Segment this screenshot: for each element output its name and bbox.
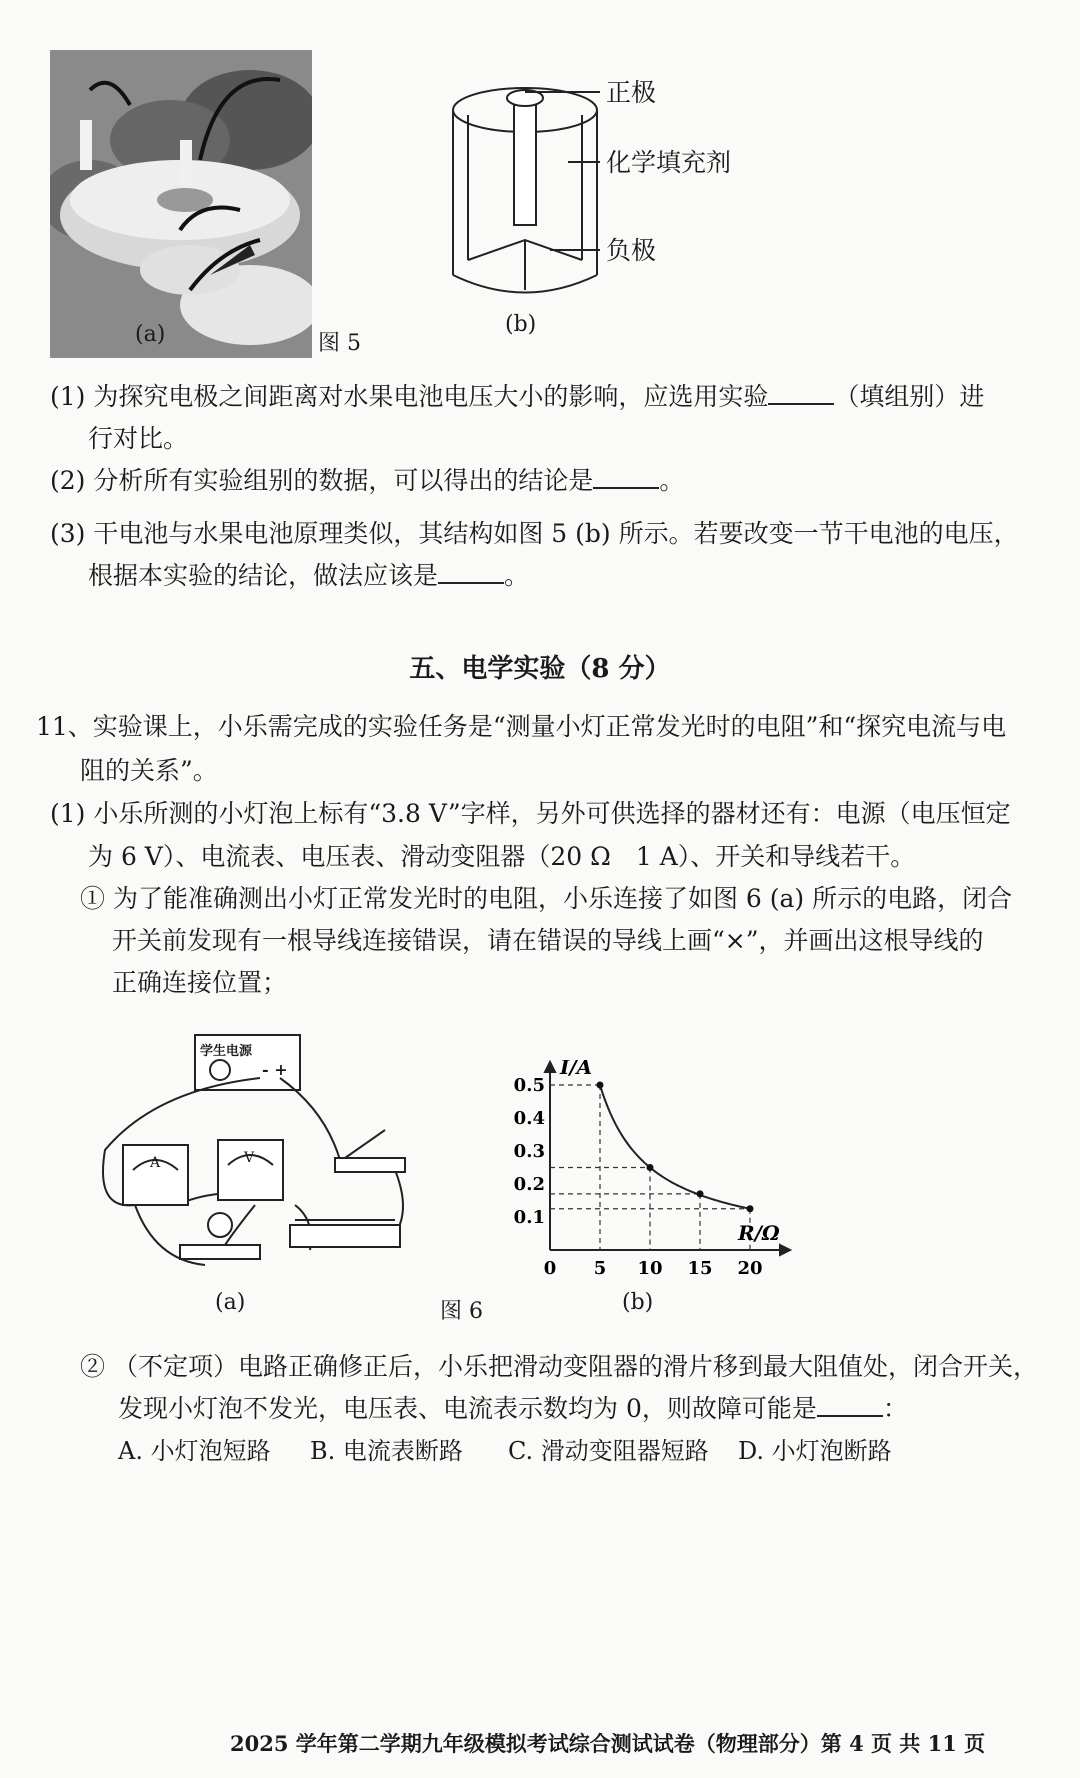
page-footer: 2025 学年第二学期九年级模拟考试综合测试试卷（物理部分）第 4 页 共 11 页 (230, 1731, 986, 1756)
chart-xtick-label: 10 (637, 1258, 663, 1279)
circuit-diagram (95, 1030, 425, 1280)
chart-point (697, 1190, 704, 1197)
question-2 (50, 462, 684, 500)
option-b[interactable]: B. 电流表断路 (310, 1437, 463, 1465)
option-c[interactable]: C. 滑动变阻器短路 (508, 1437, 709, 1465)
chart-ylabel: I/A (560, 1060, 593, 1079)
fig6-caption-b: (b) (622, 1290, 654, 1315)
q11-sub2-line1: ② （不定项）电路正确修正后，小乐把滑动变阻器的滑片移到最大阻值处，闭合开关， (80, 1352, 1038, 1381)
fig5-caption-b: (b) (505, 312, 537, 337)
voltmeter-symbol: V (244, 1150, 255, 1166)
question-3-line2 (88, 557, 529, 595)
option-a[interactable]: A. 小灯泡短路 (118, 1437, 271, 1465)
chart-xtick-label: 20 (737, 1258, 763, 1279)
chart-point (747, 1205, 754, 1212)
chart-ytick-label: 0.4 (513, 1108, 545, 1129)
question-3-text: 根据本实验的结论，做法应该是 (88, 561, 439, 590)
fig6-title: 图 6 (440, 1299, 483, 1324)
current-resistance-chart (510, 1060, 810, 1290)
chart-point (647, 1164, 654, 1171)
question-1 (50, 378, 984, 416)
question-3-end: 。 (504, 561, 530, 590)
q11-part1-line2: 为 6 V）、电流表、电压表、滑动变阻器（20 Ω 1 A）、开关和导线若干。 (88, 842, 916, 871)
chart-ytick-label: 0.3 (513, 1141, 545, 1162)
q11-line2: 阻的关系”。 (80, 756, 218, 785)
chart-xtick-label: 15 (687, 1258, 713, 1279)
fig5-title: 图 5 (318, 331, 361, 356)
q11-sub2-text: 发现小灯泡不发光，电压表、电流表示数均为 0，则故障可能是 (118, 1394, 817, 1423)
fig5-caption-a: (a) (135, 322, 166, 347)
question-3-line1: (3) 干电池与水果电池原理类似，其结构如图 5 (b) 所示。若要改变一节干电池的电压， (50, 519, 1019, 548)
fruit-battery-photo (50, 50, 312, 358)
question-1-text: (1) 为探究电极之间距离对水果电池电压大小的影响，应选用实验 (50, 382, 769, 411)
q11-sub2-line2 (118, 1390, 908, 1428)
section-title: 五、电学实验（8 分） (409, 654, 671, 684)
answer-blank-2[interactable] (593, 463, 659, 489)
chart-ytick-label: 0.2 (513, 1174, 545, 1195)
chart-xtick-label: 0 (543, 1258, 557, 1279)
question-2-end: 。 (659, 466, 685, 495)
answer-blank-3[interactable] (438, 558, 504, 584)
q11-sub1-line1: ① 为了能准确测出小灯正常发光时的电阻，小乐连接了如图 6 (a) 所示的电路，闭合 (80, 884, 1013, 913)
label-chemical-filler: 化学填充剂 (606, 148, 732, 177)
chart-ytick-label: 0.1 (513, 1207, 545, 1228)
chart-series-line (600, 1085, 750, 1209)
power-supply-label: 学生电源 (200, 1044, 253, 1059)
chart-xtick-label: 5 (593, 1258, 607, 1279)
chart-xlabel: R/Ω (738, 1221, 780, 1245)
chart-point (597, 1082, 604, 1089)
power-terminals: - + (262, 1060, 288, 1079)
q11-line1: 11、实验课上，小乐需完成的实验任务是“测量小灯正常发光时的电阻”和“探究电流与电 (36, 712, 1007, 741)
q11-sub2-end: ： (882, 1394, 908, 1423)
question-1-text-cont: （填组别）进 (834, 382, 985, 411)
question-1-line2: 行对比。 (88, 424, 189, 453)
ammeter-symbol: A (150, 1155, 161, 1171)
answer-blank-1[interactable] (768, 379, 834, 405)
dry-cell-diagram (440, 70, 720, 320)
chart-ytick-label: 0.5 (513, 1075, 545, 1096)
label-negative: 负极 (606, 236, 657, 265)
q11-sub1-line3: 正确连接位置； (112, 968, 288, 997)
fig6-caption-a: (a) (215, 1290, 246, 1315)
q11-part1-line1: (1) 小乐所测的小灯泡上标有“3.8 V”字样，另外可供选择的器材还有：电源（电压恒定 (50, 799, 1011, 828)
question-2-text: (2) 分析所有实验组别的数据，可以得出的结论是 (50, 466, 594, 495)
q11-sub1-line2: 开关前发现有一根导线连接错误，请在错误的导线上画“×”，并画出这根导线的 (112, 926, 984, 955)
answer-blank-q11[interactable] (817, 1391, 883, 1417)
option-d[interactable]: D. 小灯泡断路 (738, 1437, 892, 1465)
label-positive: 正极 (606, 78, 657, 107)
